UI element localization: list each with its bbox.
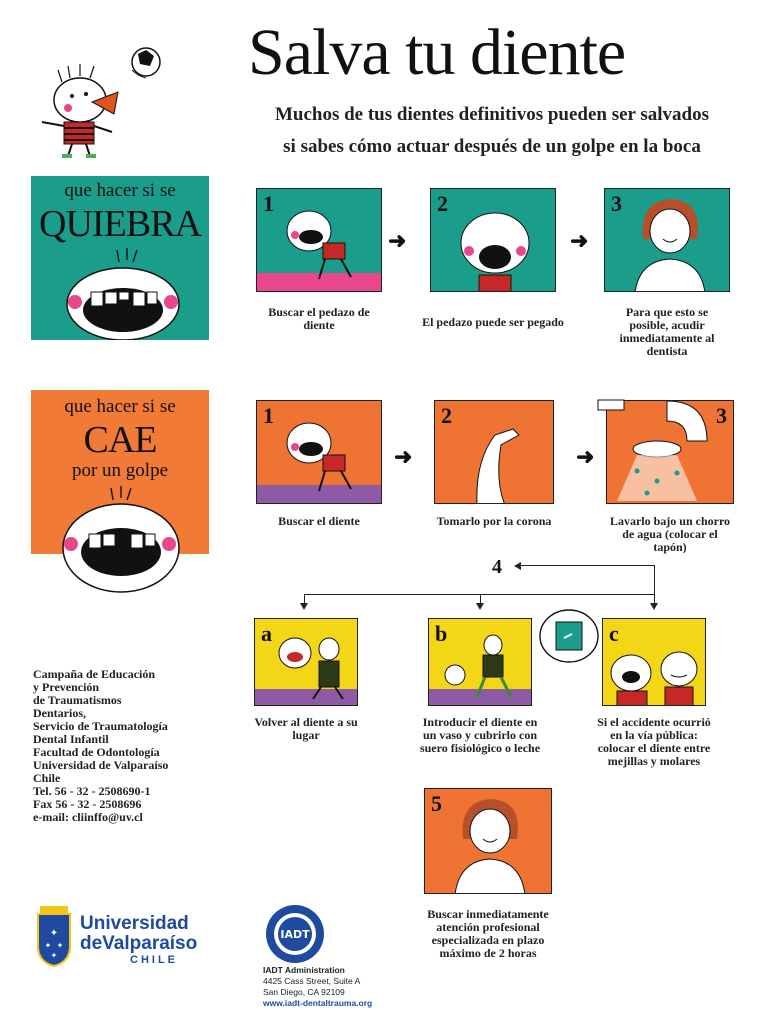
contact-line: Servicio de Traumatología [33,719,168,733]
person-with-glass-icon [437,627,529,699]
contact-line: de Traumatismos [33,693,122,707]
university-name-line1: Universidad [80,913,189,934]
iadt-contact [263,965,372,1009]
contact-line: Campaña de Educación [33,667,156,681]
fall-step-1-panel [256,400,382,504]
step-number: 5 [431,791,442,816]
break-step-2-panel [430,188,556,292]
panel-break-title [31,176,209,340]
step-5-panel [424,788,552,894]
fall-step-2-caption: Tomarlo por la corona [436,514,552,528]
svg-text:✦: ✦ [49,928,59,939]
break-step-1-caption: Buscar el pedazo de diente [268,305,370,332]
break-title-line1: que hacer si se [64,180,176,201]
panel-fall-title [31,390,209,554]
contact-phone: Tel. 56 - 32 - 2508690-1 [33,784,151,798]
arrow-right-icon: ➜ [570,228,589,253]
university-crest-icon [34,906,74,968]
contact-line: Dentarios, [33,706,86,720]
option-a-panel [254,618,358,706]
fall-step-3-panel [606,400,734,504]
dentist-icon [625,193,715,292]
faucet-handle-icon [596,396,626,414]
step-number: 2 [441,403,452,428]
contact-line: y Prevención [33,680,100,694]
iadt-seal-logo [262,903,328,965]
contact-line: Chile [33,771,61,785]
step-number: 3 [716,403,727,428]
connector-line [520,565,654,566]
arrow-down-icon [650,603,658,610]
fall-title-line1: que hacer si se [64,396,176,417]
dentist-icon [445,793,535,894]
option-c-caption: Si el accidente ocurrió en la vía pública: colocar el diente entre mejillas y molares [597,715,711,768]
break-step-3-panel [604,188,730,292]
university-country: CHILE [130,954,178,966]
arrow-right-icon: ➜ [576,444,595,469]
connector-line [654,565,655,595]
child-face-icon [445,203,545,292]
university-name-line2: deValparaíso [80,933,198,954]
iadt-address-1: 4425 Cass Street, Suite A [263,976,361,986]
subtitle-line-1: Muchos de tus dientes definitivos pueden ser salvados [274,104,710,125]
step-number: 1 [263,403,274,428]
step-5-caption: Buscar inmediatamente atención profesional especializada en plazo máximo de 2 horas [427,907,549,960]
water-faucet-icon [607,401,734,504]
break-title-line2: QUIEBRA [39,203,201,245]
option-c-panel [602,618,706,706]
arrow-down-icon [300,603,308,610]
arrow-right-icon: ➜ [394,444,413,469]
fall-step-1-caption: Buscar el diente [278,514,360,528]
option-letter: a [261,621,272,646]
iadt-seal-text: IADT [280,928,310,941]
arrow-right-icon: ➜ [388,228,407,253]
svg-text:✦: ✦ [50,951,58,960]
step-4-number: 4 [492,556,502,578]
iadt-address-2: San Diego, CA 92109 [263,987,345,997]
replant-tooth-icon [273,627,353,699]
children-faces-icon [607,633,705,706]
step-number: 2 [437,191,448,216]
contact-fax: Fax 56 - 32 - 2508696 [33,797,142,811]
step-number: 3 [611,191,622,216]
option-letter: b [435,621,448,646]
glass-bubble-icon [538,608,600,664]
university-name [80,914,197,954]
step-number: 1 [263,191,274,216]
fall-title-line2: CAE [83,419,157,461]
contact-email: e-mail: cliinffo@uv.cl [33,810,143,824]
svg-text:✦: ✦ [56,941,64,950]
subtitle-line-2: si sabes cómo actuar después de un golpe en la boca [283,136,701,157]
break-step-3-caption: Para que esto se posible, acudir inmediatamente al dentista [619,305,715,358]
child-searching-icon [273,413,369,499]
contact-line: Dental Infantil [33,732,109,746]
university-logo [34,906,224,976]
iadt-name: IADT Administration [263,965,345,975]
arrow-down-icon [476,603,484,610]
broken-tooth-face-icon [61,244,191,340]
break-step-1-panel [256,188,382,292]
contact-line: Universidad de Valparaíso [33,758,169,772]
option-letter: c [609,621,619,646]
boy-hit-by-ball-illustration [28,40,178,160]
option-b-panel [428,618,532,706]
fall-step-2-panel [434,400,554,504]
option-a-caption: Volver al diente a su lugar [254,715,358,742]
missing-tooth-face-icon [57,486,189,596]
svg-text:✦: ✦ [44,941,52,950]
page-title: Salva tu diente [248,16,626,89]
break-step-2-caption: El pedazo puede ser pegado [422,315,564,329]
hand-holding-tooth-icon [465,421,545,504]
iadt-url-link[interactable]: www.iadt-dentaltrauma.org [263,998,373,1008]
fall-title-line3: por un golpe [71,460,169,481]
fall-step-3-caption: Lavarlo bajo un chorro de agua (colocar el tapón) [609,514,731,554]
contact-info [33,668,233,824]
child-searching-icon [273,201,369,287]
contact-line: Facultad de Odontología [33,745,160,759]
option-b-caption: Introducir el diente en un vaso y cubrirlo con suero fisiológico o leche [419,715,541,755]
connector-line [304,594,654,595]
